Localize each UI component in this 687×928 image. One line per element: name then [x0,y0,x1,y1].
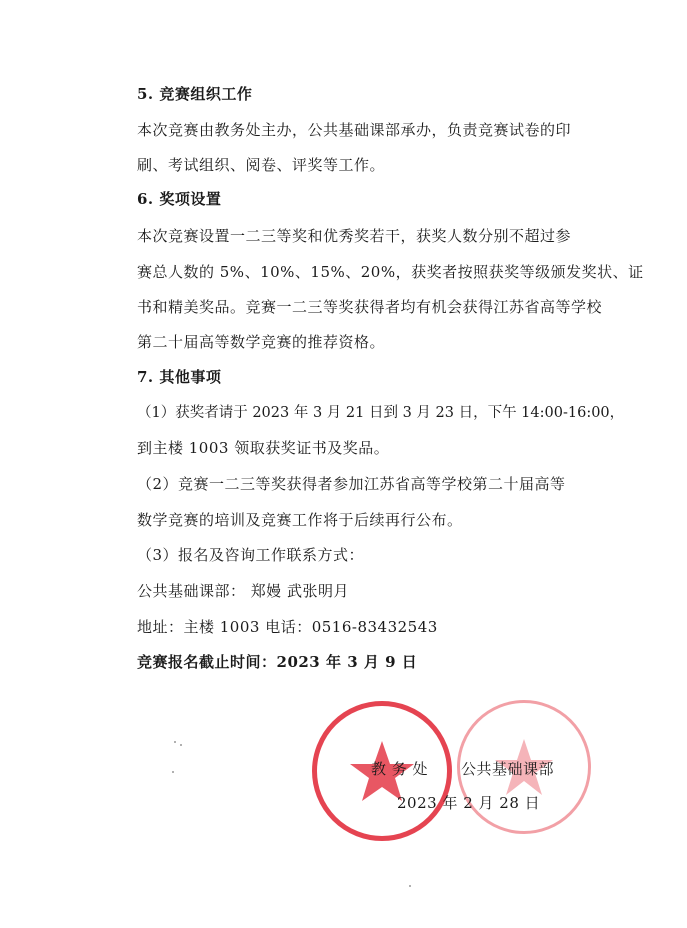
section-6-heading: 6. 奖项设置 [137,190,222,208]
section-6-line-2: 赛总人数的 5%、10%、15%、20%，获奖者按照获奖等级颁发奖状、证 [137,263,644,281]
signature-office: 教 务 处 [371,760,429,778]
section-7-item-1-line-2: 到主楼 1003 领取获奖证书及奖品。 [137,439,390,457]
section-7-item-2-line-2: 数学竞赛的培训及竞赛工作将于后续再行公布。 [137,511,463,529]
section-5-heading: 5. 竞赛组织工作 [137,85,253,103]
contact-people: 公共基础课部： 郑嫚 武张明月 [137,582,350,600]
section-6-line-1: 本次竞赛设置一二三等奖和优秀奖若干，获奖人数分别不超过参 [137,227,572,245]
section-5-line-2: 刷、考试组织、阅卷、评奖等工作。 [137,156,386,174]
section-5-line-1: 本次竞赛由教务处主办，公共基础课部承办，负责竞赛试卷的印 [137,121,572,139]
section-6-line-3: 书和精美奖品。竞赛一二三等奖获得者均有机会获得江苏省高等学校 [137,298,603,316]
signature-date: 2023 年 2 月 28 日 [397,794,541,812]
scan-speck [174,741,176,743]
contact-address-phone: 地址：主楼 1003 电话：0516-83432543 [137,618,438,636]
scan-speck [409,885,411,887]
section-7-item-3: （3）报名及咨询工作联系方式： [137,546,365,564]
section-7-item-1-line-1: （1）获奖者请于 2023 年 3 月 21 日到 3 月 23 日，下午 14:00-16:00， [137,405,625,421]
section-6-line-4: 第二十届高等数学竞赛的推荐资格。 [137,333,386,351]
scan-speck [172,771,174,773]
signature-department: 公共基础课部 [461,760,555,778]
section-7-heading: 7. 其他事项 [137,368,222,386]
scan-speck [180,744,182,746]
registration-deadline: 竞赛报名截止时间：2023 年 3 月 9 日 [137,653,418,671]
section-7-item-2-line-1: （2）竞赛一二三等奖获得者参加江苏省高等学校第二十届高等 [137,475,566,493]
